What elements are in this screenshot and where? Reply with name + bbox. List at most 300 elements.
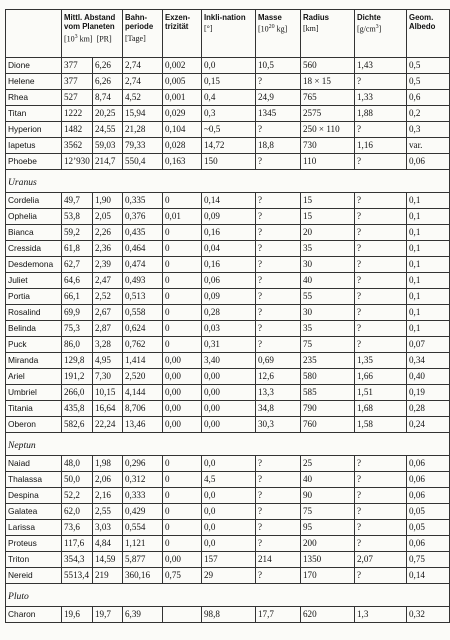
moon-name-cell: Titan <box>6 106 62 122</box>
table-cell: 0,493 <box>123 273 163 289</box>
table-cell: 8,706 <box>123 401 163 417</box>
table-cell: 18,8 <box>256 138 301 154</box>
table-cell: 0,5 <box>407 74 450 90</box>
moon-name-cell: Triton <box>6 552 62 568</box>
table-cell: 0,1 <box>407 321 450 337</box>
table-cell: ? <box>256 321 301 337</box>
table-cell: 0,16 <box>202 225 256 241</box>
table-row <box>6 536 450 552</box>
table-cell: 15 <box>301 209 355 225</box>
table-cell: 40 <box>301 273 355 289</box>
table-cell: ? <box>355 536 407 552</box>
table-cell: 2575 <box>301 106 355 122</box>
moon-name-cell: Iapetus <box>6 138 62 154</box>
table-cell: 0,474 <box>123 257 163 273</box>
table-cell: 59,2 <box>62 225 93 241</box>
table-cell: 10,5 <box>256 58 301 74</box>
table-row <box>6 568 450 584</box>
table-cell: 0,0 <box>202 520 256 536</box>
table-cell: ~0,5 <box>202 122 256 138</box>
table-cell: 0,15 <box>202 74 256 90</box>
table-cell: 24,9 <box>256 90 301 106</box>
table-cell: 5,877 <box>123 552 163 568</box>
header-masse: Masse [$10^{20}$ kg] <box>256 10 301 58</box>
table-cell: 0,75 <box>407 552 450 568</box>
table-cell: 1,35 <box>355 353 407 369</box>
moon-name-cell: Cordelia <box>6 193 62 209</box>
table-cell: 0,00 <box>202 385 256 401</box>
table-cell: 52,2 <box>62 488 93 504</box>
table-cell: 0,00 <box>163 385 202 401</box>
table-cell: 1,33 <box>355 90 407 106</box>
table-row <box>6 305 450 321</box>
table-cell: 0,558 <box>123 305 163 321</box>
table-cell: 40 <box>301 472 355 488</box>
table-row <box>6 353 450 369</box>
table-row <box>6 369 450 385</box>
table-cell: 585 <box>301 385 355 401</box>
table-cell: 1,414 <box>123 353 163 369</box>
group-title: Neptun <box>6 433 450 456</box>
table-cell: ? <box>256 257 301 273</box>
table-cell: 10,15 <box>93 385 123 401</box>
table-cell: 6,26 <box>93 58 123 74</box>
table-cell: 75 <box>301 337 355 353</box>
header-radius: Radius [km] <box>301 10 355 58</box>
table-cell: 0,06 <box>407 456 450 472</box>
table-cell: 2,06 <box>93 472 123 488</box>
table-cell: 95 <box>301 520 355 536</box>
table-row <box>6 472 450 488</box>
table-row <box>6 273 450 289</box>
table-cell: 730 <box>301 138 355 154</box>
group-header-row <box>6 584 450 607</box>
header-abstand-label: Mittl. Abstand vom Planeten <box>64 13 116 32</box>
moon-name-cell: Dione <box>6 58 62 74</box>
table-cell: 2,36 <box>93 241 123 257</box>
table-cell: ? <box>355 225 407 241</box>
table-cell: 2,47 <box>93 273 123 289</box>
table-cell: 0,333 <box>123 488 163 504</box>
table-cell: ? <box>355 289 407 305</box>
table-cell: 0,09 <box>202 209 256 225</box>
table-row <box>6 58 450 74</box>
table-cell: 0 <box>163 225 202 241</box>
table-cell: 0,435 <box>123 225 163 241</box>
table-cell: ? <box>256 289 301 305</box>
table-cell: 266,0 <box>62 385 93 401</box>
table-cell: 2,26 <box>93 225 123 241</box>
table-cell: 75,3 <box>62 321 93 337</box>
table-cell: 0,06 <box>407 536 450 552</box>
table-row <box>6 154 450 170</box>
table-cell: 550,4 <box>123 154 163 170</box>
group-header-row <box>6 170 450 193</box>
table-cell: 0,1 <box>407 193 450 209</box>
table-cell: 24,55 <box>93 122 123 138</box>
moon-name-cell: Naiad <box>6 456 62 472</box>
table-cell: 0,0 <box>202 456 256 472</box>
table-cell: 0,00 <box>163 401 202 417</box>
table-cell: 0,14 <box>407 568 450 584</box>
table-row <box>6 193 450 209</box>
table-cell: 2,39 <box>93 257 123 273</box>
moon-name-cell: Thalassa <box>6 472 62 488</box>
table-cell: 765 <box>301 90 355 106</box>
table-cell: 4,52 <box>123 90 163 106</box>
table-cell: ? <box>355 520 407 536</box>
table-cell: 0,0 <box>202 536 256 552</box>
table-cell: 2,52 <box>93 289 123 305</box>
moon-name-cell: Rosalind <box>6 305 62 321</box>
table-cell: 0,05 <box>407 504 450 520</box>
table-row <box>6 488 450 504</box>
table-cell: 0,1 <box>407 273 450 289</box>
table-row <box>6 122 450 138</box>
table-cell: 0,001 <box>163 90 202 106</box>
table-cell: 69,9 <box>62 305 93 321</box>
table-cell: 1222 <box>62 106 93 122</box>
header-inklination: Inkli-nation [°] <box>202 10 256 58</box>
table-row <box>6 209 450 225</box>
table-cell: 0,28 <box>407 401 450 417</box>
table-cell: ? <box>355 193 407 209</box>
table-cell: 15,94 <box>123 106 163 122</box>
moon-name-cell: Nereid <box>6 568 62 584</box>
table-cell: 0 <box>163 321 202 337</box>
table-cell: 2,520 <box>123 369 163 385</box>
moon-name-cell: Belinda <box>6 321 62 337</box>
table-cell: 117,6 <box>62 536 93 552</box>
table-cell: 0,06 <box>407 488 450 504</box>
table-cell: 49,7 <box>62 193 93 209</box>
table-cell: 79,33 <box>123 138 163 154</box>
table-cell: 0,104 <box>163 122 202 138</box>
table-cell: 2,07 <box>355 552 407 568</box>
table-cell: 0,1 <box>407 257 450 273</box>
table-cell: ? <box>355 273 407 289</box>
table-cell: 19,7 <box>93 607 123 623</box>
table-cell: ? <box>355 74 407 90</box>
table-cell: 18 × 15 <box>301 74 355 90</box>
header-abstand <box>62 10 123 58</box>
table-cell: 8,74 <box>93 90 123 106</box>
table-cell: 0,07 <box>407 337 450 353</box>
table-cell: 0,75 <box>163 568 202 584</box>
moon-name-cell: Juliet <box>6 273 62 289</box>
table-cell: 35 <box>301 241 355 257</box>
table-cell: 0,40 <box>407 369 450 385</box>
table-cell: 0,00 <box>163 369 202 385</box>
table-cell: 0,1 <box>407 209 450 225</box>
table-cell: ? <box>256 209 301 225</box>
table-cell: ? <box>355 568 407 584</box>
moon-name-cell: Helene <box>6 74 62 90</box>
table-cell: 50,0 <box>62 472 93 488</box>
table-cell: 13,46 <box>123 417 163 433</box>
table-cell: 75 <box>301 504 355 520</box>
table-cell: 214,7 <box>93 154 123 170</box>
table-cell: 73,6 <box>62 520 93 536</box>
table-cell: 191,2 <box>62 369 93 385</box>
table-cell: 22,24 <box>93 417 123 433</box>
table-cell: 1,3 <box>355 607 407 623</box>
table-cell: 129,8 <box>62 353 93 369</box>
table-cell: ? <box>355 456 407 472</box>
table-cell: ? <box>355 209 407 225</box>
table-cell: 354,3 <box>62 552 93 568</box>
moon-name-cell: Umbriel <box>6 385 62 401</box>
table-cell: 0,69 <box>256 353 301 369</box>
table-cell: 790 <box>301 401 355 417</box>
table-cell: 1350 <box>301 552 355 568</box>
table-cell: 527 <box>62 90 93 106</box>
table-cell: 59,03 <box>93 138 123 154</box>
table-cell: ? <box>355 337 407 353</box>
table-cell: 360,16 <box>123 568 163 584</box>
table-cell: ? <box>256 305 301 321</box>
table-cell: 61,8 <box>62 241 93 257</box>
table-cell: ? <box>256 74 301 90</box>
table-row <box>6 289 450 305</box>
table-cell: 0,05 <box>407 520 450 536</box>
table-cell: 2,74 <box>123 58 163 74</box>
table-cell: 0 <box>163 193 202 209</box>
table-cell: 2,87 <box>93 321 123 337</box>
table-cell: 30 <box>301 257 355 273</box>
table-cell: 0,513 <box>123 289 163 305</box>
table-cell: 35 <box>301 321 355 337</box>
table-cell: 0,0 <box>202 488 256 504</box>
moon-name-cell: Desdemona <box>6 257 62 273</box>
table-cell: 0,19 <box>407 385 450 401</box>
table-row <box>6 385 450 401</box>
table-cell: 0,3 <box>407 122 450 138</box>
table-row <box>6 90 450 106</box>
table-cell: 110 <box>301 154 355 170</box>
table-row <box>6 257 450 273</box>
table-cell: ? <box>256 193 301 209</box>
table-cell: 0,01 <box>163 209 202 225</box>
table-cell: 4,84 <box>93 536 123 552</box>
table-cell: 90 <box>301 488 355 504</box>
table-cell: 0,24 <box>407 417 450 433</box>
moon-name-cell: Proteus <box>6 536 62 552</box>
table-row <box>6 106 450 122</box>
moon-name-cell: Titania <box>6 401 62 417</box>
table-cell: 53,8 <box>62 209 93 225</box>
table-cell: 0,335 <box>123 193 163 209</box>
table-cell: 30,3 <box>256 417 301 433</box>
table-cell: 0,00 <box>163 552 202 568</box>
table-cell: 0,4 <box>202 90 256 106</box>
table-cell: 0 <box>163 472 202 488</box>
table-cell: 760 <box>301 417 355 433</box>
table-cell: 1,16 <box>355 138 407 154</box>
table-cell: 19,6 <box>62 607 93 623</box>
table-cell: 219 <box>93 568 123 584</box>
table-cell: 16,64 <box>93 401 123 417</box>
table-cell: ? <box>355 305 407 321</box>
table-cell: 200 <box>301 536 355 552</box>
table-cell: 0,28 <box>202 305 256 321</box>
table-cell: 48,0 <box>62 456 93 472</box>
table-cell: 0,1 <box>407 305 450 321</box>
table-cell: 0,554 <box>123 520 163 536</box>
table-cell: 0,6 <box>407 90 450 106</box>
table-cell: 0,429 <box>123 504 163 520</box>
table-cell: ? <box>355 257 407 273</box>
table-cell: 20,25 <box>93 106 123 122</box>
moon-name-cell: Oberon <box>6 417 62 433</box>
table-body <box>6 58 450 623</box>
table-cell: 3,40 <box>202 353 256 369</box>
table-cell: 0,00 <box>202 417 256 433</box>
table-cell: var. <box>407 138 450 154</box>
table-cell: ? <box>355 472 407 488</box>
table-cell: 12’930 <box>62 154 93 170</box>
moon-name-cell: Cressida <box>6 241 62 257</box>
table-cell: 235 <box>301 353 355 369</box>
table-cell: 3562 <box>62 138 93 154</box>
table-cell: 0,0 <box>202 58 256 74</box>
table-cell: 582,6 <box>62 417 93 433</box>
table-cell: 0,06 <box>407 154 450 170</box>
table-cell: 0,00 <box>163 353 202 369</box>
table-cell: 0 <box>163 504 202 520</box>
moon-name-cell: Galatea <box>6 504 62 520</box>
table-cell: 150 <box>202 154 256 170</box>
header-name <box>6 10 62 58</box>
table-cell: 6,26 <box>93 74 123 90</box>
table-cell: 4,5 <box>202 472 256 488</box>
table-cell: 0,2 <box>407 106 450 122</box>
table-cell: 62,0 <box>62 504 93 520</box>
table-cell <box>163 607 202 623</box>
table-cell: ? <box>355 504 407 520</box>
table-cell: 34,8 <box>256 401 301 417</box>
table-cell: 0,1 <box>407 241 450 257</box>
table-cell: 435,8 <box>62 401 93 417</box>
table-cell: 0 <box>163 241 202 257</box>
table-cell: 0 <box>163 337 202 353</box>
table-cell: 98,8 <box>202 607 256 623</box>
table-cell: ? <box>256 273 301 289</box>
table-cell: 3,28 <box>93 337 123 353</box>
table-cell: 0,14 <box>202 193 256 209</box>
table-row <box>6 337 450 353</box>
table-cell: ? <box>256 154 301 170</box>
table-cell: 2,74 <box>123 74 163 90</box>
moon-name-cell: Larissa <box>6 520 62 536</box>
table-cell: 20 <box>301 225 355 241</box>
table-row <box>6 417 450 433</box>
table-cell: 1,51 <box>355 385 407 401</box>
table-cell: 2,67 <box>93 305 123 321</box>
table-cell: 17,7 <box>256 607 301 623</box>
group-header-row <box>6 433 450 456</box>
table-cell: 0,03 <box>202 321 256 337</box>
table-cell: ? <box>256 504 301 520</box>
table-cell: 0,31 <box>202 337 256 353</box>
table-cell: 580 <box>301 369 355 385</box>
table-cell: 0,06 <box>407 472 450 488</box>
table-cell: 0 <box>163 536 202 552</box>
table-cell: 560 <box>301 58 355 74</box>
table-cell: 0 <box>163 289 202 305</box>
table-cell: 1,121 <box>123 536 163 552</box>
header-dichte: Dichte $[g/cm^3]$ <box>355 10 407 58</box>
group-title: Uranus <box>6 170 450 193</box>
moon-name-cell: Despina <box>6 488 62 504</box>
table-cell: 377 <box>62 74 93 90</box>
table-cell: 0 <box>163 305 202 321</box>
table-cell: 15 <box>301 193 355 209</box>
table-row <box>6 520 450 536</box>
table-cell: 0,464 <box>123 241 163 257</box>
table-cell: ? <box>256 568 301 584</box>
table-cell: 0,34 <box>407 353 450 369</box>
table-cell: 0,312 <box>123 472 163 488</box>
table-row <box>6 504 450 520</box>
table-row <box>6 225 450 241</box>
table-row <box>6 552 450 568</box>
header-abstand-unit: [$10^3$ km] [PR] <box>64 33 112 44</box>
moon-name-cell: Bianca <box>6 225 62 241</box>
table-cell: ? <box>256 520 301 536</box>
table-cell: 170 <box>301 568 355 584</box>
table-cell: ? <box>355 241 407 257</box>
table-cell: 86,0 <box>62 337 93 353</box>
table-cell: 0,00 <box>202 369 256 385</box>
table-cell: 1,88 <box>355 106 407 122</box>
table-cell: 6,39 <box>123 607 163 623</box>
table-row <box>6 241 450 257</box>
table-cell: ? <box>256 337 301 353</box>
table-cell: 1,43 <box>355 58 407 74</box>
table-cell: 4,95 <box>93 353 123 369</box>
table-row <box>6 74 450 90</box>
moon-name-cell: Ariel <box>6 369 62 385</box>
table-cell: 0,1 <box>407 289 450 305</box>
table-cell: 0 <box>163 456 202 472</box>
table-cell: 62,7 <box>62 257 93 273</box>
table-cell: 66,1 <box>62 289 93 305</box>
table-cell: 214 <box>256 552 301 568</box>
table-cell: 5513,4 <box>62 568 93 584</box>
header-albedo: Geom. Albedo <box>407 10 450 58</box>
table-cell: 64,6 <box>62 273 93 289</box>
table-row <box>6 138 450 154</box>
table-cell: 13,3 <box>256 385 301 401</box>
table-cell: 14,72 <box>202 138 256 154</box>
table-cell: 0,32 <box>407 607 450 623</box>
table-cell: 0 <box>163 273 202 289</box>
table-cell: 0,5 <box>407 58 450 74</box>
table-cell: 0 <box>163 488 202 504</box>
table-cell: ? <box>256 456 301 472</box>
table-cell: 4,144 <box>123 385 163 401</box>
table-cell: 2,05 <box>93 209 123 225</box>
table-row <box>6 401 450 417</box>
table-cell: 250 × 110 <box>301 122 355 138</box>
moon-name-cell: Phoebe <box>6 154 62 170</box>
table-cell: ? <box>256 122 301 138</box>
table-cell: 1482 <box>62 122 93 138</box>
table-cell: 1,90 <box>93 193 123 209</box>
table-cell: 0,163 <box>163 154 202 170</box>
table-cell: ? <box>355 122 407 138</box>
